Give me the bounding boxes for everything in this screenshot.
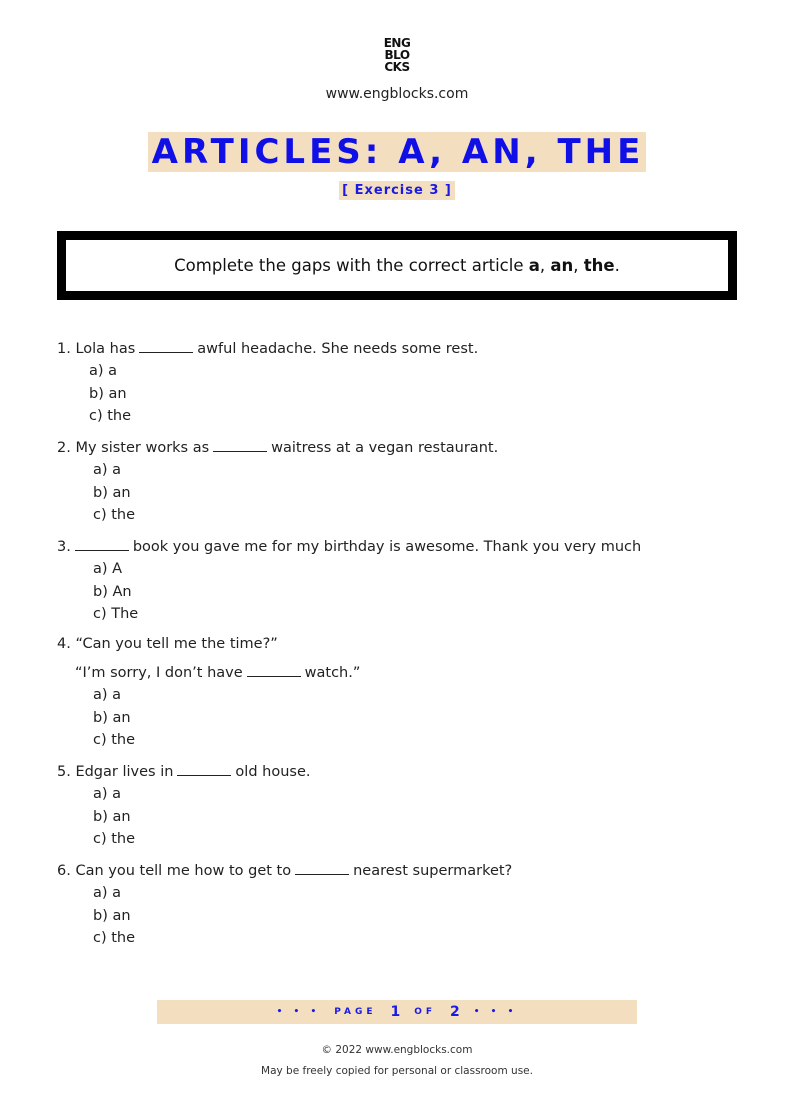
- option-c[interactable]: c) the: [93, 930, 136, 946]
- option-c[interactable]: c) the: [93, 507, 136, 523]
- option-a[interactable]: a) a: [89, 363, 118, 379]
- license-note: May be freely copied for personal or classroom use.: [261, 1065, 533, 1077]
- answer-blank[interactable]: [247, 663, 301, 677]
- option-a[interactable]: a) a: [93, 462, 122, 478]
- article-an: an: [550, 256, 574, 275]
- article-a: a: [528, 256, 540, 275]
- question-4-line1: 4. “Can you tell me the time?”: [57, 636, 278, 652]
- question-2: 2. My sister works as waitress at a vegan restaurant.: [57, 440, 499, 456]
- page-word: PAGE: [334, 1007, 377, 1017]
- option-a[interactable]: a) a: [93, 687, 122, 703]
- option-c[interactable]: c) the: [93, 831, 136, 847]
- article-the: the: [583, 256, 615, 275]
- answer-blank[interactable]: [75, 537, 129, 551]
- option-a[interactable]: a) a: [93, 885, 122, 901]
- of-word: OF: [414, 1007, 437, 1017]
- option-c[interactable]: c) the: [89, 408, 132, 424]
- answer-blank[interactable]: [213, 438, 267, 452]
- answer-blank[interactable]: [177, 762, 231, 776]
- instructions-box: [57, 231, 737, 300]
- option-b[interactable]: b) An: [93, 584, 132, 600]
- website-url[interactable]: www.engblocks.com: [325, 86, 469, 102]
- option-b[interactable]: b) an: [93, 710, 131, 726]
- option-a[interactable]: a) A: [93, 561, 123, 577]
- option-a[interactable]: a) a: [93, 786, 122, 802]
- option-c[interactable]: c) the: [93, 732, 136, 748]
- option-b[interactable]: b) an: [93, 809, 131, 825]
- question-4: “I’m sorry, I don’t have watch.”: [75, 665, 361, 681]
- page-total: 2: [450, 1004, 460, 1020]
- question-6: 6. Can you tell me how to get to nearest supermarket?: [57, 863, 513, 879]
- option-c[interactable]: c) The: [93, 606, 139, 622]
- instructions-text: Complete the gaps with the correct article a, an, the.: [174, 256, 620, 275]
- answer-blank[interactable]: [295, 861, 349, 875]
- copyright: © 2022 www.engblocks.com: [321, 1044, 473, 1056]
- dots-right: • • •: [473, 1007, 518, 1017]
- page-number: 1: [390, 1004, 401, 1020]
- dots-left: • • •: [276, 1007, 321, 1017]
- option-b[interactable]: b) an: [93, 908, 131, 924]
- logo-line: BLO: [384, 48, 410, 62]
- exercise-subtitle: [ Exercise 3 ]: [339, 181, 455, 200]
- option-b[interactable]: b) an: [89, 386, 127, 402]
- logo-line: CKS: [384, 60, 410, 74]
- logo-line: ENG: [383, 36, 411, 50]
- engblocks-logo: [0, 37, 794, 73]
- answer-blank[interactable]: [139, 339, 193, 353]
- question-5: 5. Edgar lives in old house.: [57, 764, 311, 780]
- option-b[interactable]: b) an: [93, 485, 131, 501]
- question-1: 1. Lola has awful headache. She needs some rest.: [57, 341, 479, 357]
- page-title: ARTICLES: A, AN, THE: [148, 132, 647, 172]
- page-indicator: [157, 1000, 637, 1024]
- question-3: 3. book you gave me for my birthday is awesome. Thank you very much: [57, 539, 642, 555]
